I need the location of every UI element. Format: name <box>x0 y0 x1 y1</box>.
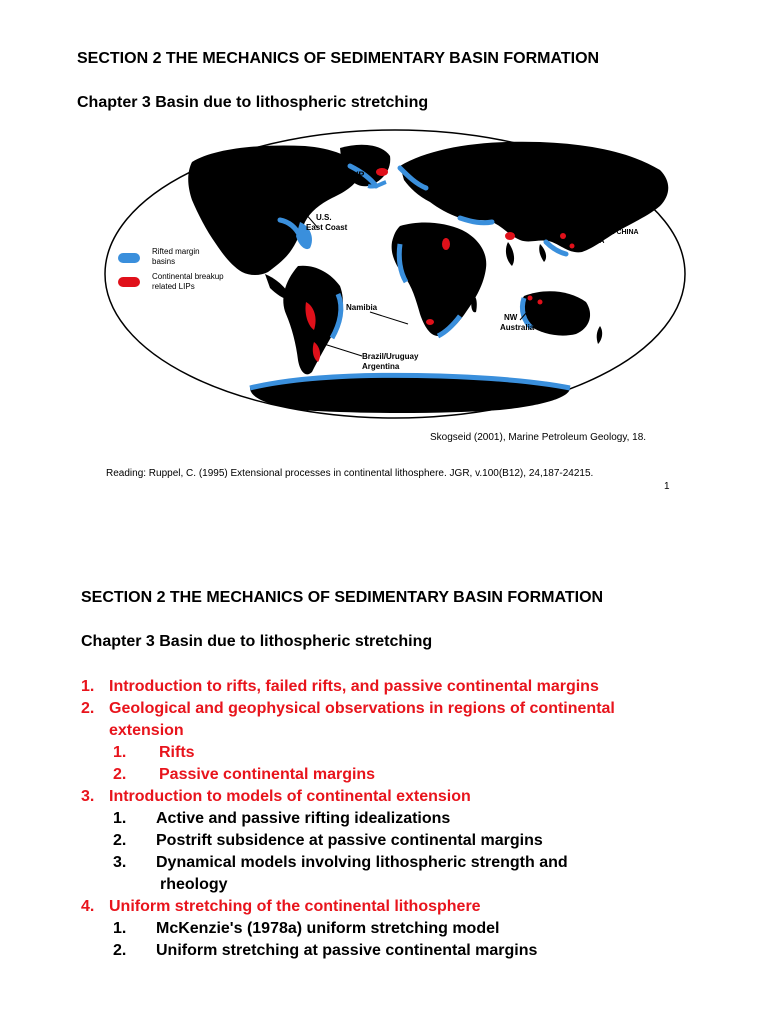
toc-item-4-1: 1. McKenzie's (1978a) uniform stretching model <box>113 920 500 937</box>
toc-item-2-1: 1. Rifts <box>113 744 195 761</box>
toc-item-4: 4. Uniform stretching of the continental lithosphere <box>81 898 481 915</box>
figure-citation: Skogseid (2001), Marine Petroleum Geology, 18. <box>430 432 647 443</box>
legend-rifted-2: basins <box>152 257 176 266</box>
chapter-title: Chapter 3 Basin due to lithospheric stretching <box>77 94 429 111</box>
legend-lips-1: Continental breakup <box>152 272 224 281</box>
label-navp: NAVP <box>340 170 365 180</box>
label-us-east-coast-2: East Coast <box>306 223 348 232</box>
label-south-china-2: SEA <box>590 238 605 245</box>
toc-item-3: 3. Introduction to models of continental extension <box>81 788 471 805</box>
toc-item-3-3-cont: rheology <box>160 876 228 893</box>
label-brazil-1: Brazil/Uruguay <box>362 352 419 361</box>
legend-lips-2: related LIPs <box>152 282 195 291</box>
label-namibia: Namibia <box>346 303 378 312</box>
label-nw-australia-1: NW <box>504 313 518 322</box>
toc-item-3-1: 1. Active and passive rifting idealizations <box>113 810 451 827</box>
label-south-china-1: SOUTH CHINA <box>590 229 639 236</box>
section-title-2: SECTION 2 THE MECHANICS OF SEDIMENTARY BASIN FORMATION <box>81 589 604 606</box>
label-nw-australia-2: Australia <box>500 323 535 332</box>
label-us-east-coast-1: U.S. <box>316 213 332 222</box>
page-number: 1 <box>664 481 670 492</box>
toc-item-2-cont: extension <box>109 722 184 739</box>
label-brazil-2: Argentina <box>362 362 400 371</box>
toc-item-1: 1. Introduction to rifts, failed rifts, and passive continental margins <box>81 678 599 695</box>
toc-item-2: 2. Geological and geophysical observations in regions of continental <box>81 700 615 717</box>
section-title: SECTION 2 THE MECHANICS OF SEDIMENTARY BASIN FORMATION <box>77 50 600 67</box>
chapter-title-2: Chapter 3 Basin due to lithospheric stretching <box>81 633 433 650</box>
world-map-figure <box>100 126 690 422</box>
reading-reference: Reading: Ruppel, C. (1995) Extensional processes in continental lithosphere. JGR, v.100(B12), 24,187-24215. <box>106 468 594 479</box>
toc-item-2-2: 2. Passive continental margins <box>113 766 376 783</box>
legend-rifted-1: Rifted margin <box>152 247 200 256</box>
toc-item-3-3: 3. Dynamical models involving lithospheric strength and <box>113 854 568 871</box>
toc-item-4-2: 2. Uniform stretching at passive continental margins <box>113 942 538 959</box>
toc-item-3-2: 2. Postrift subsidence at passive continental margins <box>113 832 543 849</box>
